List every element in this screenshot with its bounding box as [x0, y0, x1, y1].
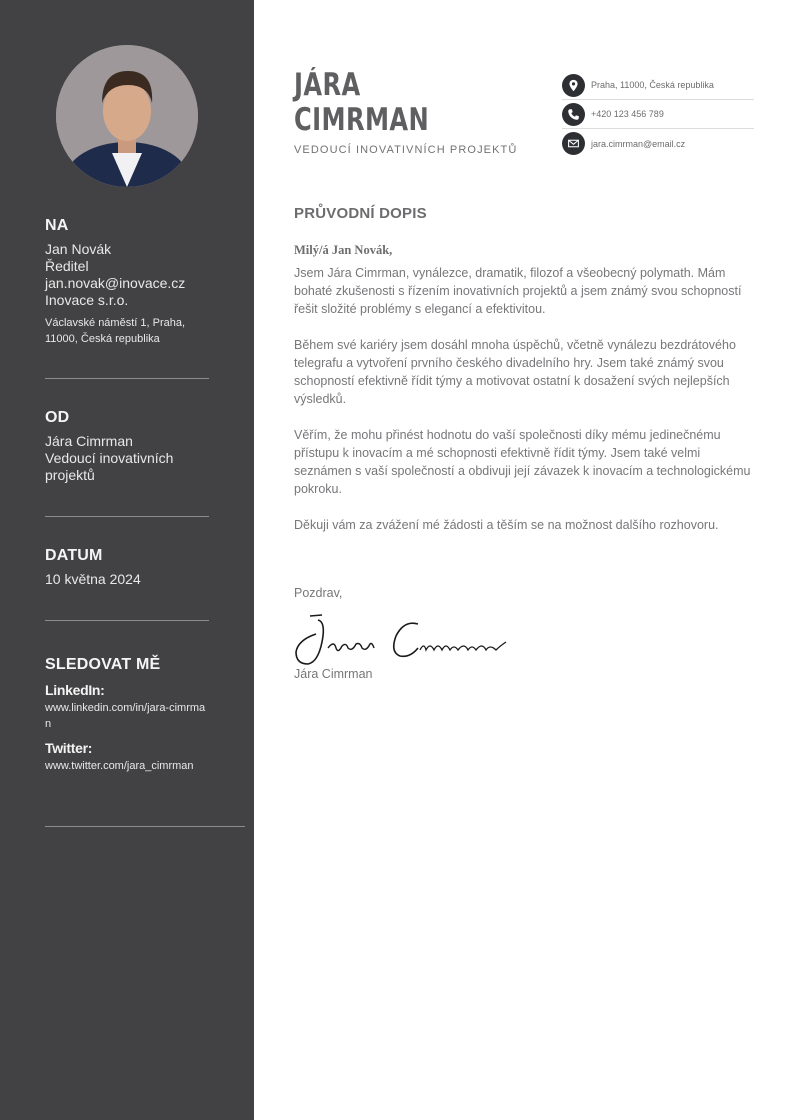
contact-phone-text[interactable]: +420 123 456 789	[591, 109, 664, 119]
person-portrait-icon	[56, 45, 198, 187]
paragraph: Děkuji vám za zvážení mé žádosti a těším se na možnost dalšího rozhovoru.	[294, 518, 719, 532]
closing: Pozdrav,	[294, 586, 343, 600]
handwritten-signature-icon	[292, 612, 512, 672]
sender-name: Jára Cimrman	[45, 433, 133, 449]
recipient-name: Jan Novák	[45, 241, 112, 257]
contact-address-text: Praha, 11000, Česká republika	[591, 80, 714, 90]
sender-title: Vedoucí inovativních projektů	[45, 450, 174, 483]
divider	[45, 516, 209, 517]
salutation: Milý/á Jan Novák,	[294, 243, 393, 257]
recipient-section	[45, 217, 245, 347]
paragraph: Během své kariéry jsem dosáhl mnoha úspěchů, včetně vynálezu bezdrátového telegrafu a vytvoření prvního českého divadelního hry. Jsem také známý svou schopností efektivně řídit týmy a motivovat ostatní k dosažení svých nejlepších výsledků.	[294, 338, 736, 406]
divider	[45, 620, 209, 621]
applicant-role: VEDOUCÍ INOVATIVNÍCH PROJEKTŮ	[294, 144, 518, 156]
sender-section	[45, 409, 245, 484]
letter-body	[294, 264, 754, 552]
recipient-address: Václavské náměstí 1, Praha, 11000, Česká republika	[45, 317, 186, 345]
profile-photo	[56, 45, 198, 187]
contact-email	[562, 129, 754, 158]
paragraph: Jsem Jára Cimrman, vynálezce, dramatik, filozof a všeobecný polymath. Mám bohaté zkušenosti s řízením inovativních projektů a jsem známý svou schopností řešit složité problémy s elegancí a efektivitou.	[294, 266, 742, 316]
twitter-link[interactable]: www.twitter.com/jara_cimrman	[45, 760, 194, 772]
contact-email-text[interactable]: jara.cimrman@email.cz	[591, 138, 686, 149]
phone-icon	[562, 103, 585, 126]
sidebar	[0, 0, 254, 1120]
divider	[45, 378, 209, 379]
location-pin-icon	[562, 74, 585, 97]
social-heading: SLEDOVAT MĚ	[45, 656, 161, 673]
recipient-title: Ředitel	[45, 258, 89, 274]
contact-address	[562, 71, 754, 100]
recipient-company: Inovace s.r.o.	[45, 292, 129, 308]
twitter-label: Twitter:	[45, 740, 93, 756]
signer-name: Jára Cimrman	[294, 667, 373, 681]
linkedin-label: LinkedIn:	[45, 682, 105, 698]
first-name: JÁRA	[294, 67, 361, 103]
contact-list	[562, 71, 754, 158]
sender-heading: OD	[45, 409, 70, 426]
last-name: CIMRMAN	[294, 102, 430, 138]
contact-phone	[562, 100, 754, 129]
date-section	[45, 547, 245, 588]
date-value: 10 května 2024	[45, 571, 141, 587]
applicant-name	[294, 68, 429, 138]
divider	[45, 826, 245, 827]
recipient-email[interactable]: jan.novak@inovace.cz	[45, 275, 186, 291]
envelope-icon	[562, 132, 585, 155]
date-heading: DATUM	[45, 547, 103, 564]
recipient-heading: NA	[45, 217, 69, 234]
social-section	[45, 656, 245, 774]
paragraph: Věřím, že mohu přinést hodnotu do vaší společnosti díky mému jedinečnému přístupu k inovacím a mé schopnosti efektivně řídit týmy. Jsem také velmi seznámen s vaší společností a obdivuji její závazek k inovacím a technologickému pokroku.	[294, 428, 751, 496]
linkedin-link[interactable]: www.linkedin.com/in/jara-cimrman	[45, 702, 206, 730]
letter-title: PRŮVODNÍ DOPIS	[294, 205, 427, 222]
